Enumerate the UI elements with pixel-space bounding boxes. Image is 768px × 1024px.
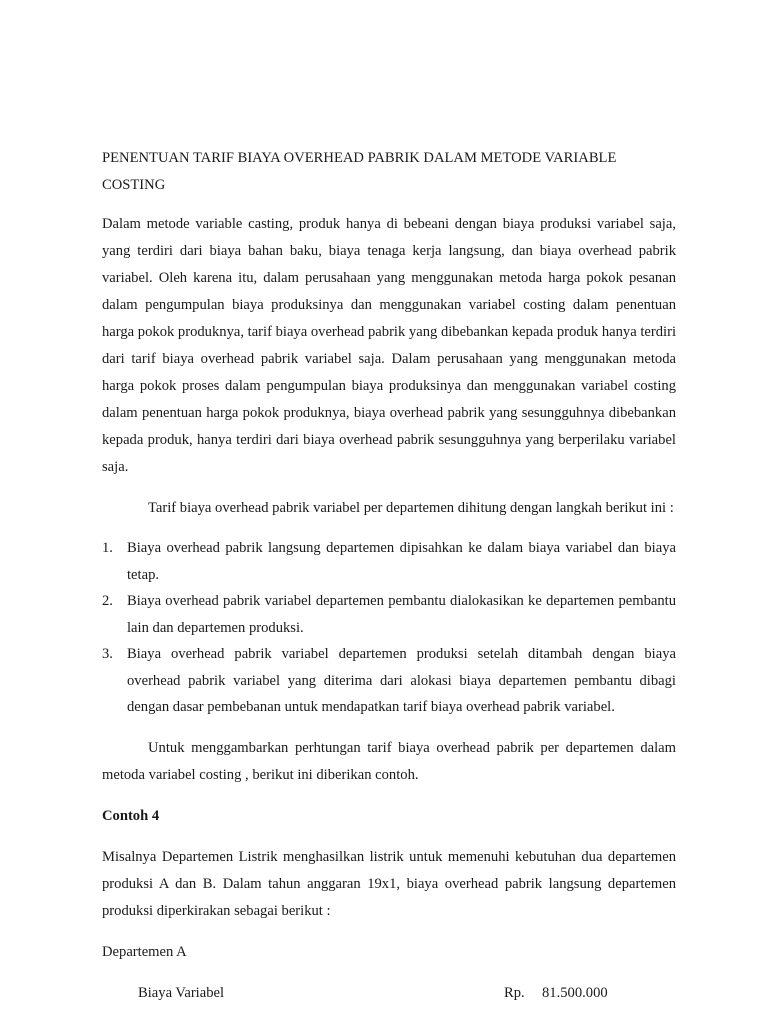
document-title: PENENTUAN TARIF BIAYA OVERHEAD PABRIK DALAM METODE VARIABLE COSTING (102, 150, 617, 193)
list-item-number: 3. (102, 646, 113, 662)
list-item-text: Biaya overhead pabrik variabel departemen produksi setelah ditambah dengan biaya overhead pabrik variabel yang diterima dari alokasi biaya departemen pembantu dibagi dengan dasar pembebanan untuk mendapatkan tarif biaya overhead pabrik variabel. (127, 646, 676, 715)
cost-currency: Rp. (504, 984, 525, 1001)
cost-label: Biaya Variabel (138, 984, 225, 1001)
department-label: Departemen A (102, 943, 187, 960)
list-item-number: 2. (102, 593, 113, 609)
list-item (102, 588, 676, 641)
list-item-number: 1. (102, 540, 113, 556)
cost-amount: 81.500.000 (542, 984, 608, 1001)
steps-intro-paragraph: Tarif biaya overhead pabrik variabel per departemen dihitung dengan langkah berikut ini : (148, 500, 674, 516)
list-item-text: Biaya overhead pabrik langsung departemen dipisahkan ke dalam biaya variabel dan biaya tetap. (127, 540, 676, 583)
example-intro-paragraph: Untuk menggambarkan perhtungan tarif biaya overhead pabrik per departemen dalam metoda variabel costing , berikut ini diberikan contoh. (102, 739, 676, 783)
list-item-text: Biaya overhead pabrik variabel departemen pembantu dialokasikan ke departemen pembantu lain dan departemen produksi. (127, 593, 676, 636)
document-page (102, 145, 676, 1007)
intro-paragraph: Dalam metode variable casting, produk hanya di bebeani dengan biaya produksi variabel saja, yang terdiri dari biaya bahan baku, biaya tenaga kerja langsung, dan biaya overhead pabrik variabel. Oleh karena itu, dalam perusahaan yang menggunakan metoda harga pokok pesanan dalam pengumpulan biaya produksinya dan menggunakan variabel costing dalam penentuan harga pokok produknya, tarif biaya overhead pabrik yang dibebankan kepada produk hanya terdiri dari tarif biaya overhead pabrik variabel saja. Dalam perusahaan yang menggunakan metoda harga pokok proses dalam pengumpulan biaya produksinya dan menggunakan variabel costing dalam penentuan harga pokok produknya, biaya overhead pabrik yang sesungguhnya dibebankan kepada produk, hanya terdiri dari biaya overhead pabrik sesungguhnya yang berperilaku variabel saja. (102, 216, 676, 475)
cost-row (102, 980, 676, 1007)
list-item (102, 535, 676, 588)
list-item (102, 641, 676, 721)
example-paragraph: Misalnya Departemen Listrik menghasilkan listrik untuk memenuhi kebutuhan dua departemen produksi A dan B. Dalam tahun anggaran 19x1, biaya overhead pabrik langsung departemen produksi diperkirakan sebagai berikut : (102, 848, 676, 919)
example-heading: Contoh 4 (102, 807, 160, 824)
steps-list (102, 535, 676, 721)
